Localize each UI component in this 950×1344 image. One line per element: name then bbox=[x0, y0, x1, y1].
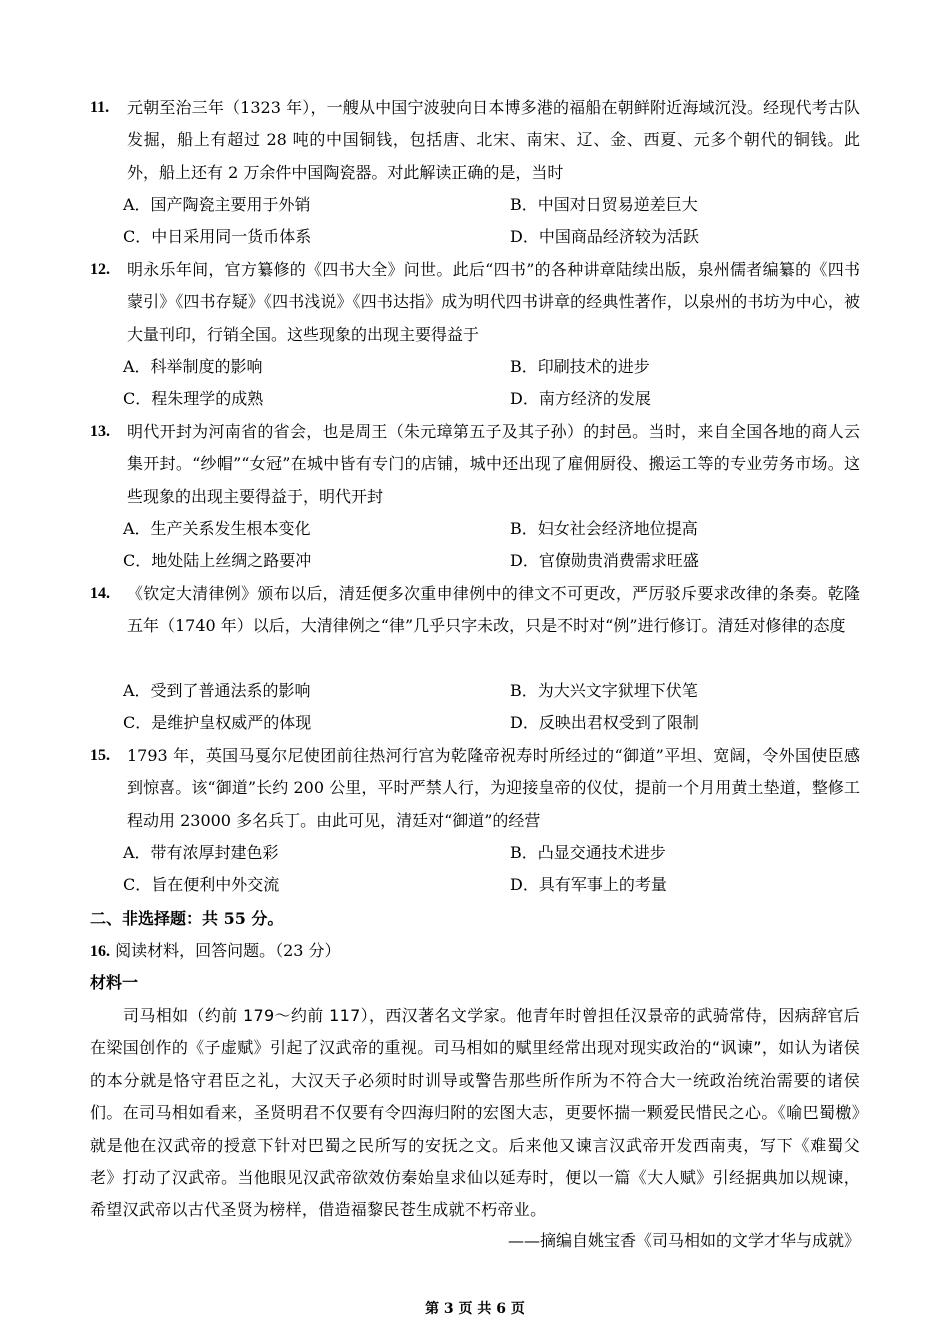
question-number: 13. bbox=[90, 423, 110, 440]
question-stem: 《钦定大清律例》颁布以后，清廷便多次重申律例中的律文不可更改，严厉驳斥要求改律的条奏。乾隆五年（1740 年）以后，大清律例之“律”几乎只字未改，只是不时对“例”进行修订。清廷对修律的态度 bbox=[127, 584, 860, 636]
page-number: 第 3 页 共 6 页 bbox=[425, 1301, 525, 1317]
material-body: 司马相如（约前 179～约前 117），西汉著名文学家。他青年时曾担任汉景帝的武骑常侍，因病辞官后在梁国创作的《子虚赋》引起了汉武帝的重视。司马相如的赋里经常出现对现实政治的“讽谏”，如认为诸侯的本分就是恪守君臣之礼，大汉天子必须时时训导或警告那些所作所为不符合大一统政治统治需要的诸侯们。在司马相如看来，圣贤明君不仅要有令四海归附的宏图大志，更要怀揣一颗爱民惜民之心。《喻巴蜀檄》就是他在汉武帝的授意下针对巴蜀之民所写的安抚之文。后来他又谏言汉武帝开发西南夷，写下《难蜀父老》打动了汉武帝。当他眼见汉武帝欲效仿秦始皇求仙以延寿时，便以一篇《大人赋》引经据典加以规谏，希望汉武帝以古代圣贤为榜样，借造福黎民苍生成就不朽帝业。 bbox=[90, 1006, 860, 1220]
question-14-options bbox=[123, 675, 863, 740]
question-12-options bbox=[123, 351, 863, 416]
option-c: C．地处陆上丝绸之路要冲 bbox=[123, 551, 312, 571]
option-a: A．受到了普通法系的影响 bbox=[123, 681, 311, 700]
question-15-options bbox=[123, 837, 863, 902]
question-15 bbox=[90, 740, 860, 837]
option-d: D．官僚勋贵消费需求旺盛 bbox=[510, 551, 699, 571]
question-11-options bbox=[123, 189, 863, 254]
option-b: B．中国对日贸易逆差巨大 bbox=[510, 195, 698, 214]
question-stem: 元朝至治三年（1323 年），一艘从中国宁波驶向日本博多港的福船在朝鲜附近海域沉没。经现代考古队发掘，船上有超过 28 吨的中国铜钱，包括唐、北宋、南宋、辽、金、西夏、元多个朝代的铜钱。此外，船上还有 2 万余件中国陶瓷器。对此解读正确的是，当时 bbox=[127, 98, 860, 182]
option-d: D．具有军事上的考量 bbox=[510, 875, 667, 895]
option-c: C．是维护皇权威严的体现 bbox=[123, 713, 312, 733]
material-source: ——摘编自姚宝香《司马相如的文学才华与成就》 bbox=[507, 1231, 860, 1250]
question-number: 11. bbox=[90, 99, 110, 116]
option-c: C．旨在便利中外交流 bbox=[123, 875, 280, 895]
question-stem: 明永乐年间，官方纂修的《四书大全》问世。此后“四书”的各种讲章陆续出版，泉州儒者编纂的《四书蒙引》《四书存疑》《四书浅说》《四书达指》成为明代四书讲章的经典性著作，以泉州的书坊为中心，被大量刊印，行销全国。这些现象的出现主要得益于 bbox=[127, 260, 860, 344]
option-d: D．反映出君权受到了限制 bbox=[510, 713, 699, 733]
question-stem: 明代开封为河南省的省会，也是周王（朱元璋第五子及其子孙）的封邑。当时，来自全国各地的商人云集开封。“纱帽”“女冠”在城中皆有专门的店铺，城中还出现了雇佣厨役、搬运工等的专业劳务市场。这些现象的出现主要得益于，明代开封 bbox=[127, 422, 860, 506]
question-14 bbox=[90, 578, 860, 643]
option-a: A．国产陶瓷主要用于外销 bbox=[123, 195, 311, 214]
material-title: 材料一 bbox=[90, 973, 139, 992]
option-a: A．带有浓厚封建色彩 bbox=[123, 843, 279, 862]
question-number: 16. bbox=[90, 943, 110, 960]
option-a: A．生产关系发生根本变化 bbox=[123, 519, 311, 538]
question-12 bbox=[90, 254, 860, 351]
question-13 bbox=[90, 416, 860, 513]
question-number: 14. bbox=[90, 585, 110, 602]
option-b: B．妇女社会经济地位提高 bbox=[510, 519, 698, 538]
option-a: A．科举制度的影响 bbox=[123, 357, 263, 376]
question-number: 12. bbox=[90, 261, 110, 278]
question-13-options bbox=[123, 513, 863, 578]
question-16 bbox=[90, 935, 341, 968]
option-d: D．中国商品经济较为活跃 bbox=[510, 227, 699, 247]
question-stem: 阅读材料，回答问题。（23 分） bbox=[115, 941, 341, 960]
option-c: C．程朱理学的成熟 bbox=[123, 389, 264, 409]
option-b: B．印刷技术的进步 bbox=[510, 357, 650, 376]
option-b: B．凸显交通技术进步 bbox=[510, 843, 666, 862]
option-c: C．中日采用同一货币体系 bbox=[123, 227, 312, 247]
section-heading: 二、非选择题：共 55 分。 bbox=[90, 909, 284, 928]
question-number: 15. bbox=[90, 747, 110, 764]
option-d: D．南方经济的发展 bbox=[510, 389, 651, 409]
question-11 bbox=[90, 92, 860, 189]
question-stem: 1793 年，英国马戛尔尼使团前往热河行宫为乾隆帝祝寿时所经过的“御道”平坦、宽阔，令外国使臣感到惊喜。该“御道”长约 200 公里，平时严禁人行，为迎接皇帝的仪仗，提前一个月用黄土垫道，整修工程动用 23000 多名兵丁。由此可见，清廷对“御道”的经营 bbox=[127, 746, 860, 830]
option-b: B．为大兴文字狱埋下伏笔 bbox=[510, 681, 698, 700]
